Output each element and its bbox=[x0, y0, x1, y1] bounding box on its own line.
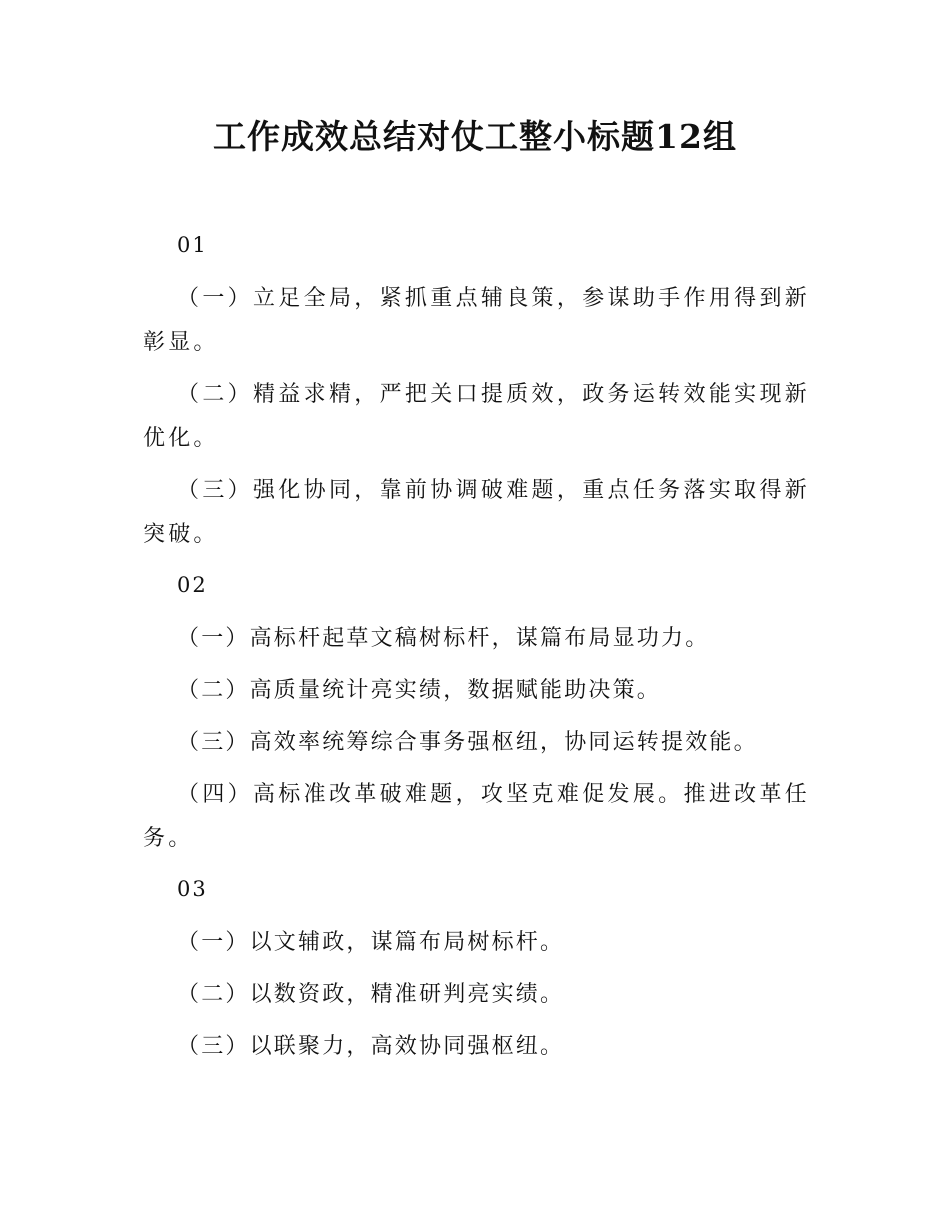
section-01 bbox=[143, 225, 810, 557]
section-item: （三）强化协同，靠前协调破难题，重点任务落实取得新突破。 bbox=[143, 478, 810, 547]
section-item: （一）高标杆起草文稿树标杆，谋篇布局显功力。 bbox=[177, 626, 710, 651]
document-title: 工作成效总结对仗工整小标题12组 bbox=[213, 117, 737, 156]
document-body bbox=[143, 225, 810, 1077]
section-item: （二）精益求精，严把关口提质效，政务运转效能实现新优化。 bbox=[143, 382, 810, 451]
section-03 bbox=[143, 869, 810, 1069]
section-item: （二）高质量统计亮实绩，数据赋能助决策。 bbox=[177, 678, 662, 703]
section-item: （四）高标准改革破难题，攻坚克难促发展。推进改革任务。 bbox=[143, 782, 810, 851]
section-item: （三）高效率统筹综合事务强枢纽，协同运转提效能。 bbox=[177, 730, 758, 755]
section-number: 02 bbox=[177, 573, 208, 597]
section-number: 01 bbox=[177, 233, 208, 257]
section-item: （二）以数资政，精准研判亮实绩。 bbox=[177, 982, 565, 1007]
section-item: （一）立足全局，紧抓重点辅良策，参谋助手作用得到新彰显。 bbox=[143, 286, 810, 355]
section-02 bbox=[143, 565, 810, 861]
section-number: 03 bbox=[177, 877, 208, 901]
section-item: （一）以文辅政，谋篇布局树标杆。 bbox=[177, 930, 565, 955]
section-item: （三）以联聚力，高效协同强枢纽。 bbox=[177, 1034, 565, 1059]
